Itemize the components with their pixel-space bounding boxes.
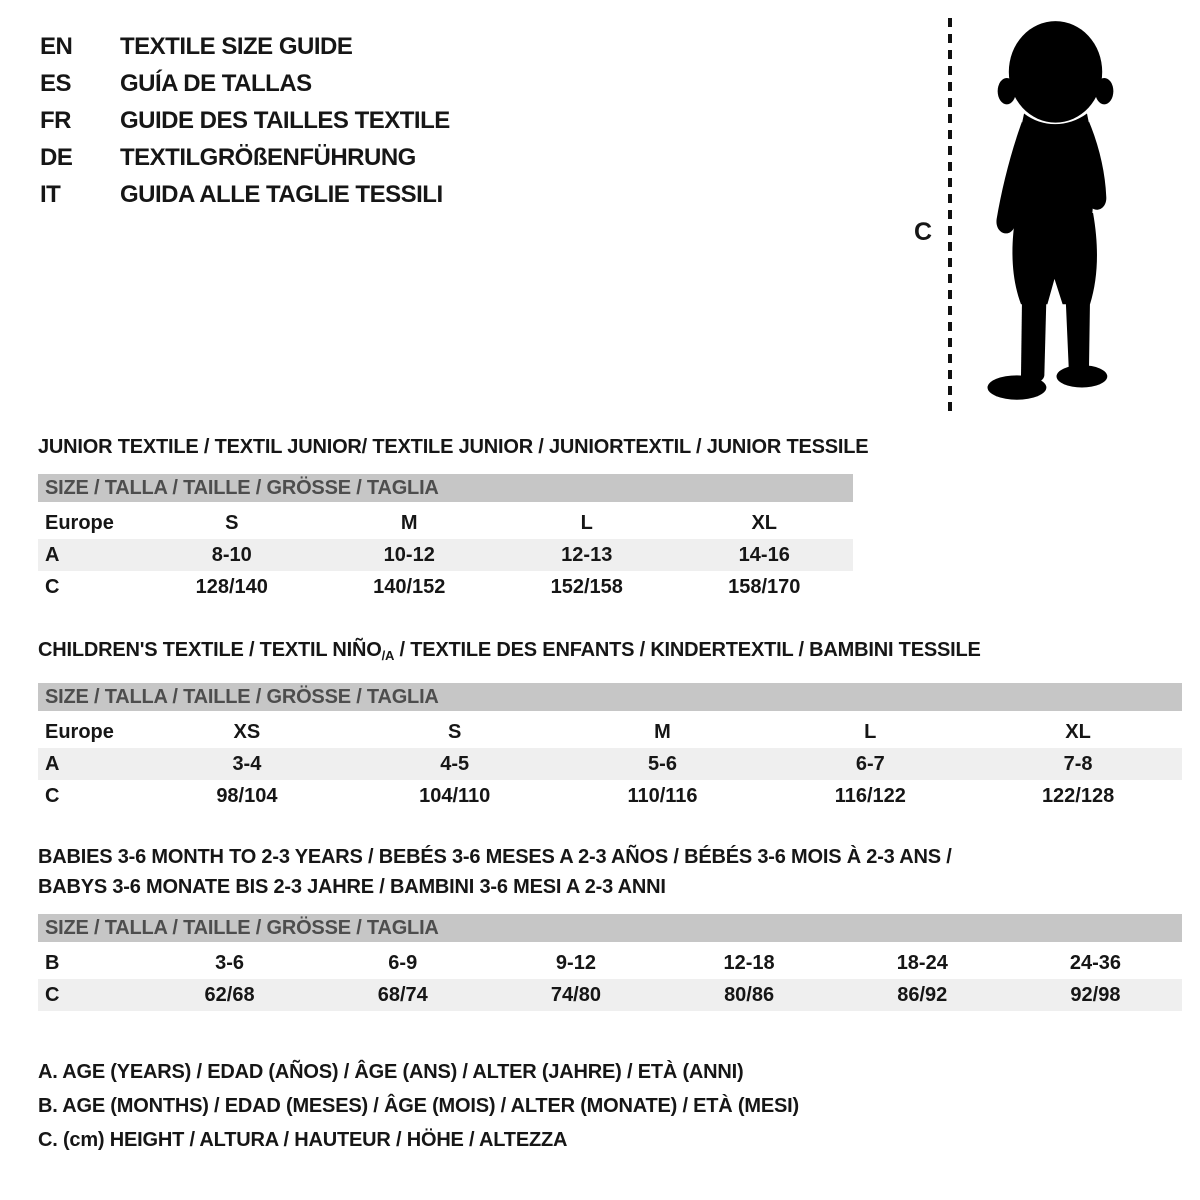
row-label: Europe	[45, 511, 114, 534]
language-label: TEXTILGRÖßENFÜHRUNG	[120, 143, 416, 171]
language-row-it	[40, 176, 450, 213]
language-label: GUIDE DES TAILLES TEXTILE	[120, 106, 450, 134]
table-row-babies-c	[38, 979, 1182, 1011]
row-label: Europe	[45, 720, 114, 743]
cell-value: 68/74	[377, 983, 428, 1006]
row-label: A	[45, 752, 60, 775]
cell-value: 86/92	[897, 983, 948, 1006]
cell-value: 74/80	[550, 983, 601, 1006]
language-label: GUIDA ALLE TAGLIE TESSILI	[120, 180, 443, 208]
section-junior	[38, 432, 1182, 603]
section-title-children	[38, 635, 1182, 671]
cell-value: 62/68	[204, 983, 255, 1006]
table-row-junior-europe	[38, 507, 853, 539]
cell-value: XS	[233, 720, 261, 743]
table-row-children-europe	[38, 716, 1182, 748]
section-title-babies	[38, 842, 1182, 902]
legend-line-b: B. AGE (MONTHS) / EDAD (MESES) / ÂGE (MOIS) / ALTER (MONATE) / ETÀ (MESI)	[38, 1095, 799, 1117]
figure-block	[900, 12, 1180, 424]
cell-value: 6-7	[855, 752, 885, 775]
size-tables-content	[38, 432, 1182, 1157]
cell-value: M	[654, 720, 671, 743]
language-code: EN	[40, 32, 73, 60]
cell-value: L	[580, 511, 593, 534]
cell-value: 158/170	[728, 575, 801, 598]
sections-container	[38, 432, 1182, 1011]
toddler-silhouette-icon	[966, 14, 1144, 420]
row-label: C	[45, 784, 60, 807]
language-row-fr	[40, 102, 450, 139]
section-title-junior	[38, 432, 1182, 462]
language-code: ES	[40, 69, 72, 97]
cell-value: 104/110	[419, 784, 491, 807]
legend-line-a: A. AGE (YEARS) / EDAD (AÑOS) / ÂGE (ANS) / ALTER (JAHRE) / ETÀ (ANNI)	[38, 1061, 744, 1083]
table-row-junior-c	[38, 571, 853, 603]
title-text: / TEXTILE DES ENFANTS / KINDERTEXTIL / BAMBINI TESSILE	[394, 639, 981, 661]
cell-value: 128/140	[195, 575, 268, 598]
cell-value: 9-12	[555, 951, 596, 974]
cell-value: 24-36	[1069, 951, 1122, 974]
section-title-line: BABIES 3-6 MONTH TO 2-3 YEARS / BEBÉS 3-6 MESES A 2-3 AÑOS / BÉBÉS 3-6 MOIS À 2-3 ANS /	[38, 846, 952, 868]
cell-value: 122/128	[1041, 784, 1115, 807]
cell-value: 12-18	[723, 951, 775, 974]
cell-value: 116/122	[834, 784, 906, 807]
title-subscript: /A	[381, 648, 395, 663]
cell-value: 6-9	[388, 951, 418, 974]
cell-value: 80/86	[724, 983, 775, 1006]
language-list	[40, 28, 450, 213]
cell-value: 10-12	[383, 543, 435, 566]
cell-value: 152/158	[550, 575, 623, 598]
cell-value: 3-4	[232, 752, 262, 775]
table-row-children-c	[38, 780, 1182, 812]
language-code: FR	[40, 106, 71, 134]
legend	[38, 1055, 1182, 1157]
table-row-children-a	[38, 748, 1182, 780]
language-row-en	[40, 28, 450, 65]
language-label: GUÍA DE TALLAS	[120, 69, 312, 97]
cell-value: S	[448, 720, 462, 743]
language-code: DE	[40, 143, 73, 171]
cell-value: 3-6	[215, 951, 245, 974]
size-header-bar: SIZE / TALLA / TAILLE / GRÖSSE / TAGLIA	[38, 474, 853, 502]
cell-value: 8-10	[211, 543, 252, 566]
cell-value: 140/152	[373, 575, 446, 598]
cell-value: 18-24	[896, 951, 948, 974]
language-label: TEXTILE SIZE GUIDE	[120, 32, 353, 60]
language-code: IT	[40, 180, 61, 208]
size-table-babies	[38, 914, 1182, 1011]
row-label: C	[45, 983, 60, 1006]
section-babies	[38, 842, 1182, 1011]
cell-value: 4-5	[440, 752, 470, 775]
language-row-de	[40, 139, 450, 176]
row-label: B	[45, 951, 60, 974]
section-title-line: BABYS 3-6 MONATE BIS 2-3 JAHRE / BAMBINI 3-6 MESI A 2-3 ANNI	[38, 876, 666, 898]
size-header-bar: SIZE / TALLA / TAILLE / GRÖSSE / TAGLIA	[38, 914, 1182, 942]
cell-value: 98/104	[216, 784, 278, 807]
cell-value: XL	[1065, 720, 1091, 743]
row-label: A	[45, 543, 60, 566]
legend-line-c: C. (cm) HEIGHT / ALTURA / HAUTEUR / HÖHE / ALTEZZA	[38, 1129, 568, 1151]
cell-value: 7-8	[1063, 752, 1093, 775]
height-measure-label: C	[914, 218, 933, 246]
size-header-bar: SIZE / TALLA / TAILLE / GRÖSSE / TAGLIA	[38, 683, 1182, 711]
cell-value: M	[400, 511, 418, 534]
size-table-children	[38, 683, 1182, 812]
table-row-junior-a	[38, 539, 853, 571]
cell-value: 92/98	[1070, 983, 1121, 1006]
cell-value: 110/116	[627, 784, 698, 807]
size-table-junior	[38, 474, 853, 603]
table-row-babies-b	[38, 947, 1182, 979]
row-label: C	[45, 575, 60, 598]
height-measure-dashed-line	[948, 18, 952, 416]
language-row-es	[40, 65, 450, 102]
cell-value: 5-6	[648, 752, 677, 775]
cell-value: S	[225, 511, 239, 534]
cell-value: XL	[751, 511, 778, 534]
section-title-line: JUNIOR TEXTILE / TEXTIL JUNIOR/ TEXTILE JUNIOR / JUNIORTEXTIL / JUNIOR TESSILE	[38, 436, 869, 458]
cell-value: 14-16	[738, 543, 790, 566]
cell-value: L	[864, 720, 877, 743]
cell-value: 12-13	[561, 543, 613, 566]
title-text: CHILDREN'S TEXTILE / TEXTIL NIÑO	[38, 639, 382, 661]
section-children	[38, 635, 1182, 812]
